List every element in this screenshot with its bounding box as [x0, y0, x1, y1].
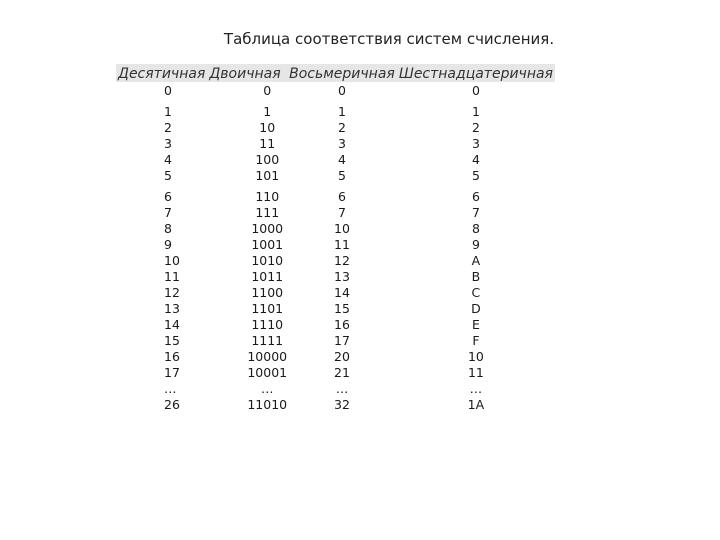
cell-octal: 16 — [334, 316, 350, 332]
cell-octal: 4 — [338, 151, 346, 167]
cell-octal: 2 — [338, 119, 346, 135]
cell-hexadecimal: 7 — [471, 204, 480, 220]
table-row — [116, 348, 555, 364]
cell-binary: 1100 — [251, 284, 284, 300]
cell-decimal: 6 — [164, 188, 172, 204]
cell-decimal: 1 — [164, 103, 172, 119]
table-body — [116, 82, 555, 412]
number-systems-table — [116, 64, 555, 412]
cell-binary: 11010 — [247, 396, 288, 412]
cell-octal: 15 — [334, 300, 350, 316]
cell-binary: 101 — [255, 167, 280, 183]
page-title: Таблица соответствия систем счисления. — [223, 30, 555, 48]
cell-decimal: 8 — [164, 220, 172, 236]
table-row — [116, 183, 555, 204]
cell-hexadecimal: 2 — [471, 119, 480, 135]
table-row — [116, 119, 555, 135]
cell-decimal: 0 — [164, 82, 172, 98]
table-row — [116, 396, 555, 412]
cell-decimal: 12 — [164, 284, 180, 300]
cell-binary: 1111 — [251, 332, 284, 348]
cell-decimal: 3 — [164, 135, 172, 151]
cell-binary: 11 — [259, 135, 276, 151]
cell-octal: 12 — [334, 252, 350, 268]
cell-octal: 20 — [334, 348, 350, 364]
cell-octal: 1 — [338, 103, 346, 119]
cell-decimal: 10 — [164, 252, 180, 268]
cell-hexadecimal: 1A — [467, 396, 485, 412]
cell-hexadecimal: E — [471, 316, 480, 332]
header-decimal: Десятичная — [118, 65, 206, 82]
header-octal: Восьмеричная — [289, 65, 395, 82]
cell-binary: 1101 — [251, 300, 284, 316]
cell-binary: 10 — [259, 119, 276, 135]
table-row — [116, 167, 555, 183]
cell-binary: 0 — [263, 82, 272, 98]
header-hexadecimal: Шестнадцатеричная — [398, 65, 553, 82]
cell-octal: 0 — [338, 82, 346, 98]
cell-octal: 11 — [334, 236, 350, 252]
table-row — [116, 252, 555, 268]
cell-octal: 3 — [338, 135, 346, 151]
cell-hexadecimal: … — [469, 380, 483, 396]
table-row — [116, 220, 555, 236]
table-row — [116, 236, 555, 252]
cell-octal: 14 — [334, 284, 350, 300]
cell-decimal: 13 — [164, 300, 180, 316]
table-row — [116, 332, 555, 348]
cell-decimal: 11 — [164, 268, 180, 284]
cell-binary: 111 — [255, 204, 280, 220]
cell-hexadecimal: B — [471, 268, 481, 284]
cell-decimal: 16 — [164, 348, 180, 364]
cell-octal: … — [335, 380, 349, 396]
table-row — [116, 380, 555, 396]
table-row — [116, 284, 555, 300]
cell-hexadecimal: D — [471, 300, 481, 316]
cell-decimal: 5 — [164, 167, 172, 183]
cell-decimal: 17 — [164, 364, 180, 380]
cell-binary: 10000 — [247, 348, 288, 364]
table-row — [116, 98, 555, 119]
cell-octal: 6 — [338, 188, 346, 204]
cell-octal: 32 — [334, 396, 350, 412]
cell-hexadecimal: 4 — [471, 151, 480, 167]
cell-octal: 21 — [334, 364, 350, 380]
table-row — [116, 268, 555, 284]
cell-hexadecimal: 11 — [467, 364, 484, 380]
table-row — [116, 316, 555, 332]
cell-decimal: 7 — [164, 204, 172, 220]
cell-binary: 1010 — [251, 252, 284, 268]
cell-decimal: 14 — [164, 316, 180, 332]
cell-hexadecimal: F — [472, 332, 480, 348]
table-header-row — [116, 64, 555, 82]
cell-hexadecimal: 8 — [471, 220, 480, 236]
cell-binary: … — [260, 380, 274, 396]
cell-hexadecimal: 9 — [471, 236, 480, 252]
table-row — [116, 364, 555, 380]
cell-decimal: 4 — [164, 151, 172, 167]
cell-decimal: 26 — [164, 396, 180, 412]
cell-decimal: 15 — [164, 332, 180, 348]
cell-binary: 1110 — [251, 316, 284, 332]
cell-octal: 5 — [338, 167, 346, 183]
cell-octal: 10 — [334, 220, 350, 236]
cell-binary: 1 — [263, 103, 272, 119]
cell-hexadecimal: 6 — [471, 188, 480, 204]
cell-hexadecimal: 10 — [467, 348, 484, 364]
table-row — [116, 204, 555, 220]
cell-binary: 10001 — [247, 364, 288, 380]
cell-binary: 1011 — [251, 268, 284, 284]
cell-hexadecimal: C — [471, 284, 481, 300]
cell-hexadecimal: 1 — [471, 103, 480, 119]
table-row — [116, 135, 555, 151]
cell-binary: 110 — [255, 188, 280, 204]
cell-hexadecimal: 3 — [471, 135, 480, 151]
header-binary: Двоичная — [207, 64, 287, 82]
cell-decimal: 9 — [164, 236, 172, 252]
cell-octal: 17 — [334, 332, 350, 348]
cell-decimal: 2 — [164, 119, 172, 135]
cell-binary: 1000 — [251, 220, 284, 236]
cell-decimal: … — [164, 380, 177, 396]
table-row — [116, 82, 555, 98]
cell-hexadecimal: 5 — [471, 167, 480, 183]
cell-octal: 13 — [334, 268, 350, 284]
cell-hexadecimal: A — [471, 252, 481, 268]
cell-octal: 7 — [338, 204, 346, 220]
cell-binary: 1001 — [251, 236, 284, 252]
cell-hexadecimal: 0 — [471, 82, 480, 98]
table-row — [116, 300, 555, 316]
table-row — [116, 151, 555, 167]
cell-binary: 100 — [255, 151, 280, 167]
